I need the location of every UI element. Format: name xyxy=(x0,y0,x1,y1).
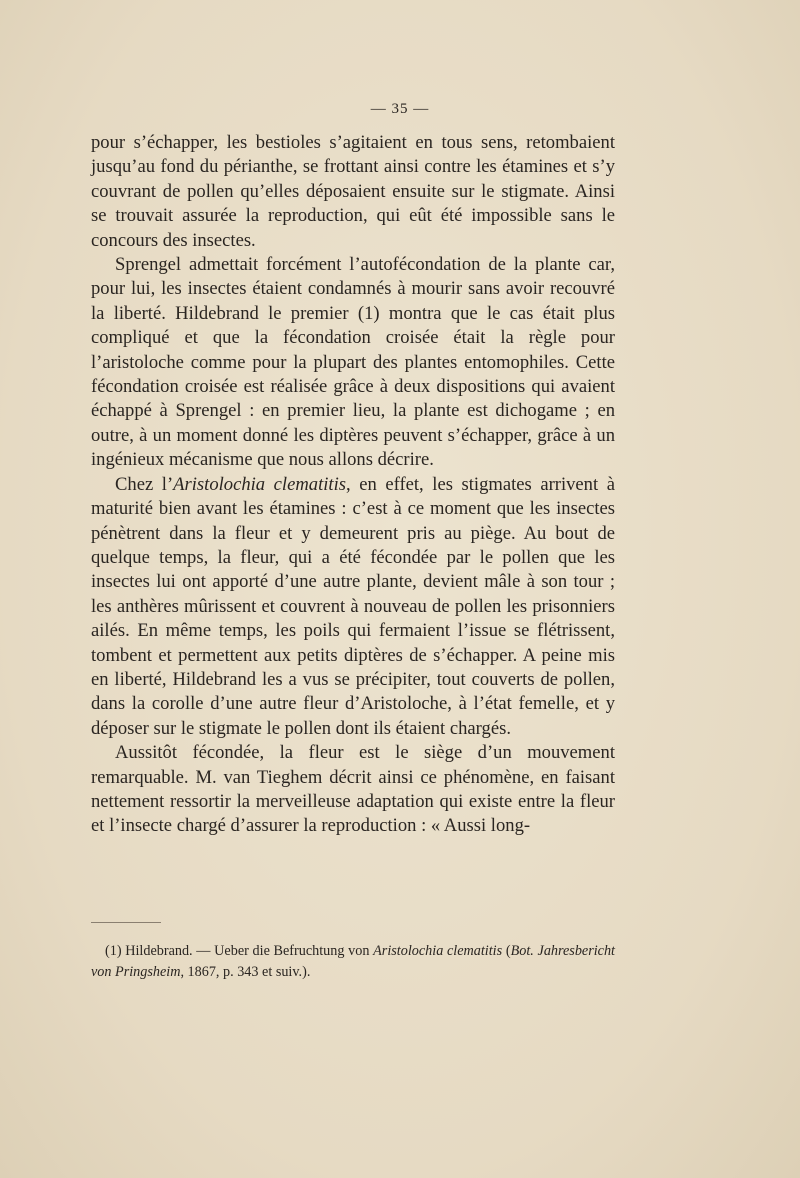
paragraph-3 xyxy=(91,473,615,741)
species-name: Aristolochia clematitis xyxy=(173,473,346,495)
paragraph-3-before: Chez l’ xyxy=(115,473,174,495)
footnote-citation: , 1867, p. 343 et suiv.). xyxy=(180,964,311,980)
footnote xyxy=(91,941,615,983)
footnote-species: Aristolochia clematitis xyxy=(373,943,503,959)
footnote-paren: ( xyxy=(502,943,511,959)
main-text xyxy=(91,131,615,839)
footnote-rule xyxy=(91,922,161,923)
paragraph-1: pour s’échapper, les bestioles s’agitaient en tous sens, retombaient jusqu’au fond du périanthe, se frottant ainsi contre les étamines et s’y couvrant de pollen qu’elles déposaient ensuite sur le stigmate. Ainsi se trouvait assurée la reproduction, qui eût été impossible sans le concours des insectes. xyxy=(91,132,615,251)
paragraph-3-after: , en effet, les stigmates arrivent à maturité bien avant les étamines : c’est à ce moment que les insectes pénètrent dans la fleur et y demeurent pris au piège. Au bout de quelque temps, la fleur, qui a été fécondée par le pollen que les insectes lui ont apporté d’une autre plante, devient mâle à son tour ; les anthères mûrissent et couvrent à nouveau de pollen les prisonniers ailés. En même temps, les poils qui fermaient l’issue se flétrissent, tombent et permettent aux petits diptères de s’échapper. A peine mis en liberté, Hildebrand les a vus se précipiter, tout couverts de pollen, dans la corolle d’une autre fleur d’Aristoloche, à l’état femelle, et y déposer sur le stigmate le pollen dont ils étaient chargés. xyxy=(91,473,615,739)
footnote-source: Bot. Jahresbericht von Pringsheim xyxy=(91,943,616,980)
page-number: — 35 — xyxy=(370,101,430,117)
footnote-marker: (1) Hildebrand. — Ueber die Befruchtung von xyxy=(105,943,374,959)
paragraph-4: Aussitôt fécondée, la fleur est le siège d’un mouvement remarquable. M. van Tieghem décrit ainsi ce phénomène, en faisant nettement ressortir la merveilleuse adaptation qui existe entre la fleur et l’insecte chargé d’assurer la reproduction : « Aussi long- xyxy=(91,742,615,837)
paragraph-2: Sprengel admettait forcément l’autofécondation de la plante car, pour lui, les insectes étaient condamnés à mourir sans avoir recouvré la liberté. Hildebrand le premier (1) montra que le cas était plus compliqué et que la fécondation croisée était la règle pour l’aristoloche comme pour la plupart des plantes entomophiles. Cette fécondation croisée est réalisée grâce à deux dispositions qui avaient échappé à Sprengel : en premier lieu, la plante est dichogame ; en outre, à un moment donné les diptères peuvent s’échapper, grâce à un ingénieux mécanisme que nous allons décrire. xyxy=(91,254,615,471)
